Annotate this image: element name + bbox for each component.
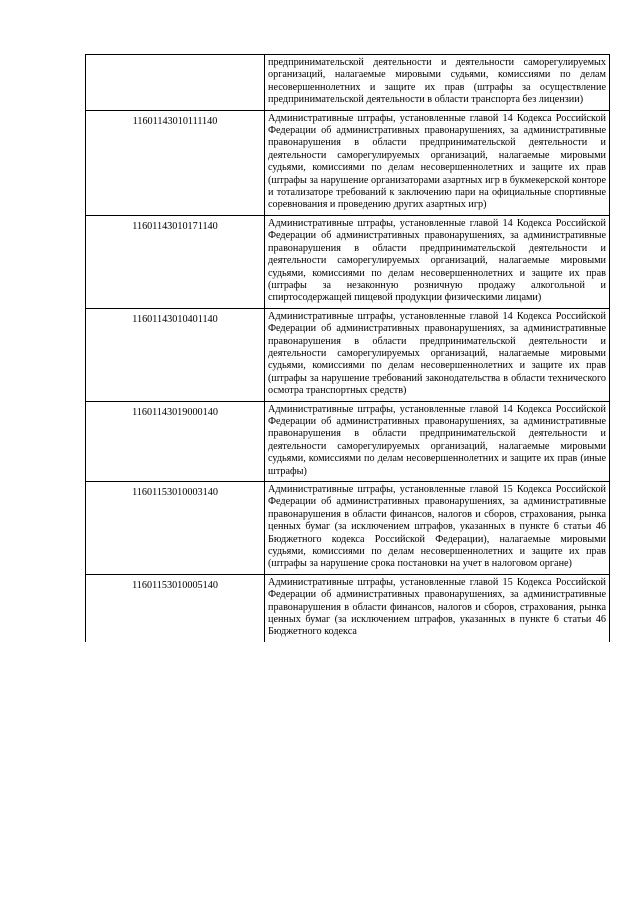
description-cell: Административные штрафы, установленные главой 14 Кодекса Российской Федерации об административных правонарушениях, за административные правонарушения в области предпринимательской деятельности и деятельности саморегулируемых организаций, налагаемые мировыми судьями, комиссиями по делам несовершеннолетних и защите их прав (иные штрафы) [265,401,610,481]
description-text: Административные штрафы, установленные главой 15 Кодекса Российской Федерации об административных правонарушениях, за административные правонарушения в области финансов, налогов и сборов, страхования, рынка ценных бумаг (за исключением штрафов, указанных в пункте 6 статьи 46 Бюджетного кодекса [268,576,606,638]
description-cell [265,574,610,642]
table-row [86,574,610,642]
budget-code-cell [86,55,265,111]
table-row [86,110,610,215]
table-row [86,482,610,575]
description-cell: Административные штрафы, установленные главой 14 Кодекса Российской Федерации об административных правонарушениях, за административные правонарушения в области предпринимательской деятельности и деятельности саморегулируемых организаций, налагаемые мировыми судьями, комиссиями по делам несовершеннолетних и защите их прав (штрафы за незаконную розничную продажу алкогольной и спиртосодержащей пищевой продукции физическими лицами) [265,215,610,308]
budget-code-cell: 11601143010401140 [86,308,265,401]
description-cell: Административные штрафы, установленные главой 14 Кодекса Российской Федерации об административных правонарушениях, за административные правонарушения в области предпринимательской деятельности и деятельности саморегулируемых организаций, налагаемые мировыми судьями, комиссиями по делам несовершеннолетних и защите их прав (штрафы за нарушение организаторами азартных игр в букмекерской конторе и тотализаторе требований к заключению пари на официальные спортивные соревнования и проведению других азартных игр) [265,110,610,215]
table-row [86,215,610,308]
budget-code-cell: 11601153010005140 [86,574,265,642]
budget-code-cell: 11601143010111140 [86,110,265,215]
budget-code-cell: 11601143010171140 [86,215,265,308]
table-row [86,401,610,481]
table-row [86,55,610,111]
fines-table [85,54,610,642]
description-cell: предпринимательской деятельности и деятельности саморегулируемых организаций, налагаемые мировыми судьями, комиссиями по делам несовершеннолетних и защите их прав (штрафы за осуществление предпринимательской деятельности в области транспорта без лицензии) [265,55,610,111]
table-row [86,308,610,401]
budget-code-cell: 11601143019000140 [86,401,265,481]
description-cell: Административные штрафы, установленные главой 15 Кодекса Российской Федерации об административных правонарушениях, за административные правонарушения в области финансов, налогов и сборов, страхования, рынка ценных бумаг (за исключением штрафов, указанных в пункте 6 статьи 46 Бюджетного кодекса Российской Федерации), налагаемые мировыми судьями, комиссиями по делам несовершеннолетних и защите их прав (штрафы за нарушение срока постановки на учет в налоговом органе) [265,482,610,575]
description-cell: Административные штрафы, установленные главой 14 Кодекса Российской Федерации об административных правонарушениях, за административные правонарушения в области предпринимательской деятельности и деятельности саморегулируемых организаций, налагаемые мировыми судьями, комиссиями по делам несовершеннолетних и защите их прав (штрафы за нарушение требований законодательства в области технического осмотра транспортных средств) [265,308,610,401]
budget-code-cell: 11601153010003140 [86,482,265,575]
